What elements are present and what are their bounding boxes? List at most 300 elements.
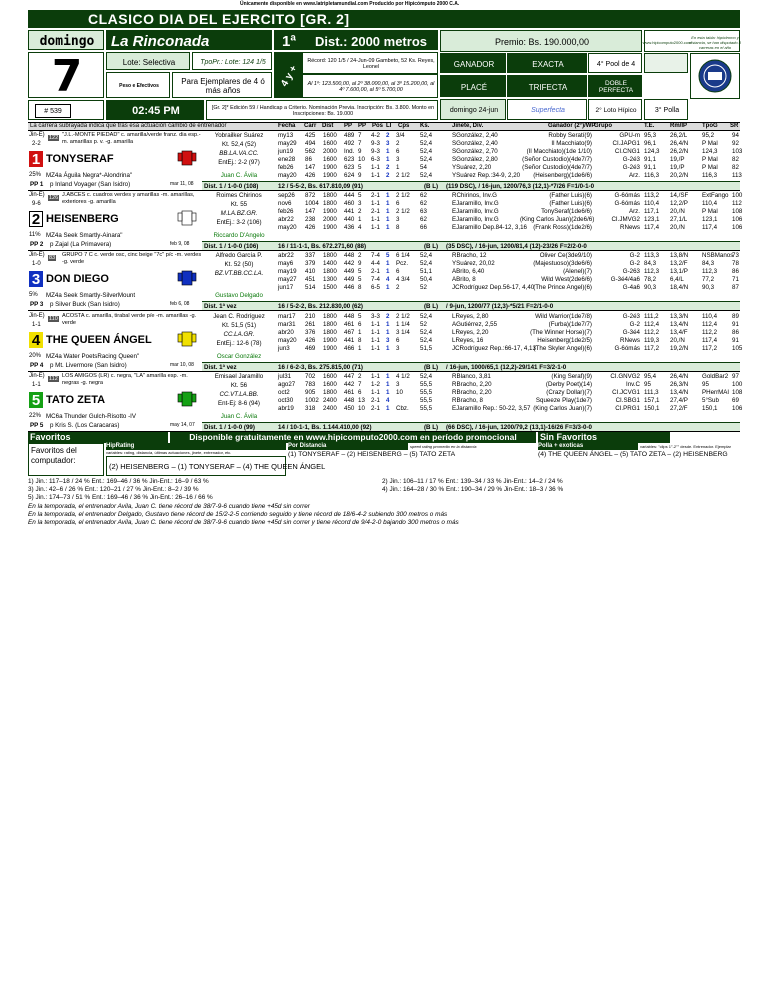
- rating-badge: 112: [49, 376, 58, 382]
- race-cell: 447: [344, 373, 355, 380]
- race-cell: 4 3/4: [396, 276, 410, 283]
- horse-name: DON DIEGO: [46, 273, 109, 285]
- race-cell: abr22: [278, 252, 294, 259]
- race-cell: 110,4: [644, 200, 660, 207]
- race-cell: G-3é4/4a6: [610, 276, 640, 283]
- table-row: [28, 276, 740, 284]
- race-cell: 1-1: [371, 216, 380, 223]
- birth-date: may 14, 07: [170, 422, 195, 428]
- race-cell: 113,2: [644, 192, 660, 199]
- race-cell: 1: [386, 329, 390, 336]
- col-rmip: Rm/IP: [670, 123, 688, 129]
- race-cell: 410: [305, 268, 316, 275]
- race-cell: 105: [732, 345, 743, 352]
- summary-row: [202, 422, 740, 431]
- computer-favorites-label: Favoritos del computador:: [28, 443, 104, 476]
- top-credit-line: Únicamente disponible en www.latripletamundial.com Producido por Hipicómputo 2000 C.A.: [240, 1, 460, 7]
- race-cell: 783: [305, 381, 316, 388]
- race-cell: 91,1: [644, 164, 657, 171]
- race-cell: RBracho, 12: [452, 252, 487, 259]
- bet-doble[interactable]: [588, 75, 642, 97]
- race-cell: 4: [386, 397, 390, 404]
- table-row: [28, 389, 743, 397]
- post-position: PP 5: [30, 422, 44, 429]
- bet-place[interactable]: [440, 75, 506, 97]
- race-cell: 20,/N: [670, 224, 685, 231]
- race-cell: 1: [358, 216, 362, 223]
- col-li: LI: [386, 123, 392, 129]
- race-cell: 1: [386, 208, 390, 215]
- race-cell: 10: [396, 389, 403, 396]
- race-cell: ABrito, 6,40: [452, 268, 485, 275]
- race-cell: CI.JCVG1: [612, 389, 640, 396]
- post-code-box: [28, 100, 104, 120]
- race-cell: P Mal: [702, 164, 718, 171]
- table-row: [28, 268, 740, 276]
- table-header: [28, 122, 740, 131]
- race-cell: 117,2: [644, 345, 660, 352]
- race-cell: (Furba)(1de7/7): [548, 321, 592, 328]
- race-cell: 872: [305, 192, 316, 199]
- bet-ganador-label: GANADOR: [453, 59, 495, 69]
- race-cell: 1-1: [371, 172, 380, 179]
- exotic-note: variables: "clips 1°-2°" desde. Entrenador. Ejemplar: [640, 444, 731, 449]
- race-cell: 442: [344, 381, 355, 388]
- underline-note: La carrera subrayada indica que tras esa actuación cambió de entrenador: [30, 123, 227, 129]
- race-day-box: [28, 30, 104, 50]
- race-cell: 26,3/N: [670, 381, 689, 388]
- race-cell: 1: [386, 405, 390, 412]
- race-cell: JCRodríguez Dep.56-17, 4,40: [452, 284, 535, 291]
- table-row: [28, 216, 743, 224]
- last-workout: / 9-jun, 1200/77 (12,3)-*5/21 F=2/1-0-0: [446, 303, 554, 310]
- race-cell: 51,5: [420, 345, 433, 352]
- race-cell: (The Prince Angel)(6): [533, 284, 592, 291]
- race-cell: 1900: [323, 337, 337, 344]
- race-cell: 441: [344, 208, 355, 215]
- race-cell: 446: [344, 284, 355, 291]
- birth-date: mar 11, 08: [170, 181, 194, 187]
- rating-badge: 126: [49, 195, 59, 201]
- breeder: p Inland Voyager (San Isidro): [50, 181, 131, 188]
- race-cell: 426: [305, 224, 316, 231]
- race-cell: YSuárez, 20,02: [452, 260, 495, 267]
- trainer-tracks: M.LA.BZ.GR.: [220, 210, 258, 217]
- race-cell: 1-1: [371, 224, 380, 231]
- race-cell: RBlanco, 3,81: [452, 373, 491, 380]
- bet-pool[interactable]: [588, 53, 642, 73]
- race-cell: 1004: [305, 200, 319, 207]
- race-cell: 1-1: [371, 373, 380, 380]
- race-cell: 26,2/N: [670, 148, 689, 155]
- race-cell: 78,2: [644, 276, 657, 283]
- race-cell: 1900: [323, 164, 337, 171]
- race-cell: 9: [358, 148, 362, 155]
- favorites-hiprating: (2) HEISENBERG – (1) TONYSERAF – (4) THE QUEEN ÁNGEL: [106, 456, 286, 476]
- note-4: 4) Jin.: 164–28 / 30 % Ent.: 190–34 / 29 % Jin-Ent.: 18–3 / 36 %: [382, 486, 564, 494]
- bet-polla-label: 3° Polla: [654, 107, 680, 114]
- table-row: [28, 224, 743, 232]
- last-workout: (119 DSC), / 16-jun, 1200/76,3 (12,1)-*7/26 F=1/0-1-0: [446, 183, 595, 190]
- race-cell: 112: [732, 200, 742, 207]
- race-cell: G-6ómás: [614, 345, 640, 352]
- race-cell: 2: [386, 313, 390, 320]
- table-row: [28, 321, 740, 329]
- race-cell: Robby Seratí(9): [548, 132, 592, 139]
- owner-colors: LOS AMIGOS (LR) c. negra, "LA" amarilla esp. -m. negras -g. negra: [62, 373, 188, 386]
- bet-superfecta-label: Superfecta: [531, 107, 565, 114]
- race-cell: (Majestuoso)(3de6/6): [533, 260, 592, 267]
- summary-row: [202, 301, 740, 310]
- race-cell: G-2: [629, 260, 640, 267]
- record-value: 1-0: [32, 261, 41, 267]
- bet-exacta[interactable]: [507, 53, 587, 73]
- race-cell: 86: [305, 156, 312, 163]
- race-title: CLASICO DIA DEL EJERCITO [GR. 2]: [88, 11, 350, 27]
- bet-exacta-label: EXACTA: [532, 59, 564, 69]
- owner-colors: GRUPO 7 C c. verde osc, cinc beige "7c" p/c -m. verdes -g. verde: [62, 252, 202, 265]
- record-box: [302, 52, 438, 74]
- race-cell: 3-3: [371, 313, 380, 320]
- race-cell: 1-1: [371, 321, 380, 328]
- ejemplares-label: Para Ejemplares de 4 ó más años: [181, 77, 265, 95]
- race-cell: 494: [305, 140, 316, 147]
- race-cell: 117,4: [702, 224, 718, 231]
- race-cell: 62: [420, 216, 427, 223]
- race-cell: (King Seraf)(9): [551, 373, 592, 380]
- pedigree: MZ4a Águila Negra*-Alondrina": [46, 172, 133, 179]
- race-cell: 1800: [323, 321, 337, 328]
- race-cell: 1: [386, 284, 390, 291]
- race-cell: jul31: [278, 373, 292, 380]
- table-row: [28, 345, 743, 353]
- race-cell: 436: [344, 224, 355, 231]
- race-cell: CI.JAPG1: [612, 140, 640, 147]
- race-cell: 3 1/4: [396, 329, 410, 336]
- col-pp: PP: [344, 123, 353, 129]
- race-cell: CI.SBG1: [615, 397, 640, 404]
- race-cell: 3: [396, 216, 400, 223]
- race-cell: P Mal: [702, 140, 718, 147]
- race-cell: (The Skyler Angel)(6): [533, 345, 592, 352]
- career-summary: 12 / 5-5-2, Bs. 617.810,09 (91): [278, 183, 363, 190]
- horse-entry: [28, 191, 743, 251]
- post-position: PP 4: [30, 362, 44, 369]
- race-cell: 2-1: [371, 397, 380, 404]
- race-cell: YSuárez Rep.:34-9, 2,20: [452, 172, 521, 179]
- race-cell: may20: [278, 172, 297, 179]
- summary-row: [202, 241, 740, 250]
- race-cell: 13,3/N: [670, 313, 689, 320]
- table-row: [28, 132, 740, 140]
- race-cell: 461: [344, 321, 355, 328]
- race-cell: 6: [396, 337, 400, 344]
- trainer-entries: EntEj.: 12-6 (78): [216, 340, 262, 347]
- bet-ganador[interactable]: [440, 53, 506, 73]
- race-cell: RNews: [620, 337, 640, 344]
- saddle-number: 3: [29, 271, 43, 287]
- race-cell: 116,3: [644, 172, 660, 179]
- race-cell: 2 1/2: [396, 172, 410, 179]
- table-row: [28, 397, 740, 405]
- race-cell: Il Macchiato(9): [551, 140, 592, 147]
- race-cell: 86: [732, 268, 739, 275]
- race-cell: 52,4: [420, 148, 433, 155]
- race-cell: 119,3: [644, 337, 660, 344]
- race-cell: (King Carlos Juan)(2de6/6): [520, 216, 595, 223]
- race-cell: 1400: [323, 260, 337, 267]
- race-cell: 5: [358, 313, 362, 320]
- jockey-record-label: Jin-E): [29, 313, 45, 319]
- race-cell: 12,2/P: [670, 200, 688, 207]
- race-cell: 467: [344, 329, 355, 336]
- rating-badge: 110: [49, 316, 58, 322]
- trainer-entries: EntEj.: 3-2 (106): [216, 219, 262, 226]
- premios-box: [302, 74, 438, 98]
- race-cell: 117,4: [702, 337, 718, 344]
- col-sr: SR: [730, 123, 739, 129]
- race-cell: jun3: [278, 345, 290, 352]
- race-cell: may20: [278, 224, 297, 231]
- race-cell: ExtFango: [702, 192, 729, 199]
- race-cell: 147: [305, 164, 316, 171]
- race-cell: 426: [305, 337, 316, 344]
- race-cell: 1: [386, 260, 390, 267]
- race-cell: 5: [358, 164, 362, 171]
- race-cell: G-2é3: [622, 156, 640, 163]
- race-cell: (Father Luis)(6): [549, 192, 592, 199]
- race-cell: 91: [732, 337, 739, 344]
- record-value: 1-1: [32, 382, 41, 388]
- race-condicion: [Gr. 2]* Edición 59 / Handicap a Criterio. Nominación Previa. Inscripción: Bs. 3.800. Monto en Inscripciones: Bs. 19.000: [211, 105, 435, 117]
- bet-polla[interactable]: [644, 99, 688, 120]
- race-cell: 113: [732, 172, 742, 179]
- race-cell: Arz.: [628, 172, 640, 179]
- jockey-name: Oscar González: [216, 353, 262, 360]
- race-cell: 7-4: [371, 276, 380, 283]
- race-cell: 1600: [323, 381, 337, 388]
- race-cell: SGonzález, 2,70: [452, 148, 498, 155]
- race-cell: oct2: [278, 389, 290, 396]
- race-cell: 442: [344, 260, 355, 267]
- race-cell: 77,2: [702, 276, 715, 283]
- race-cell: 106: [732, 224, 743, 231]
- race-cell: LReyes, 2,80: [452, 313, 489, 320]
- career-summary: 16 / 6-2-3, Bs. 275.815,00 (71): [278, 364, 363, 371]
- race-cell: 52,4: [420, 132, 433, 139]
- race-cell: abr20: [278, 329, 294, 336]
- pedigree: MC6a Thunder Gulch-Risotto -IV: [46, 413, 136, 420]
- race-cell: G-2: [629, 252, 640, 259]
- race-cell: nov6: [278, 200, 292, 207]
- race-cell: 13,1/P: [670, 268, 688, 275]
- promo-banner[interactable]: Disponible gratuitamente en www.hipicomputo2000.com en período promocional: [170, 432, 536, 443]
- race-cell: 52,4: [420, 252, 433, 259]
- race-cell: SGonzález, 2,40: [452, 140, 498, 147]
- race-cell: 63: [420, 208, 427, 215]
- col-ks: Ks.: [420, 123, 430, 129]
- race-cell: 1800: [323, 389, 337, 396]
- race-cell: 514: [305, 284, 316, 291]
- race-cell: 19,2/N: [670, 345, 689, 352]
- post-time: 02:45 PM: [132, 105, 180, 117]
- race-cell: 440: [344, 216, 355, 223]
- bet-place-label: PLACÉ: [460, 82, 488, 92]
- table-row: [28, 192, 743, 200]
- race-cell: 87: [732, 284, 739, 291]
- race-cell: my13: [278, 132, 294, 139]
- trainer-name: Emisael Jaramillo: [214, 373, 264, 380]
- race-cell: 9-3: [371, 148, 380, 155]
- note-5: 5) Jin.: 174–73 / 51 % Ent.: 169–46 / 36 % Jin-Ent.: 26–16 / 66 %: [28, 494, 213, 502]
- race-cell: (Derby Poet)(14): [545, 381, 592, 388]
- race-cell: 448: [344, 397, 355, 404]
- jockey-name: Juan C. Ávila: [220, 172, 258, 179]
- race-cell: 451: [305, 276, 316, 283]
- col-ganador: Ganador (2°)/WP: [548, 123, 596, 129]
- race-cell: 108: [732, 208, 743, 215]
- race-cell: 1-1: [371, 345, 380, 352]
- race-cell: 624: [344, 172, 355, 179]
- race-cell: Cbz.: [396, 405, 409, 412]
- race-cell: 52,4: [420, 313, 433, 320]
- race-cell: 103: [732, 148, 743, 155]
- trainer-tracks: BB.LA.VA.CC.: [219, 150, 259, 157]
- site-url[interactable]: www.hipicomputo2000.com: [642, 39, 692, 45]
- race-cell: P Mal: [702, 208, 718, 215]
- race-cell: 96,1: [644, 140, 657, 147]
- race-title-bar: [28, 10, 740, 28]
- bet-loto[interactable]: [588, 99, 642, 120]
- race-cell: 112,4: [644, 321, 660, 328]
- race-cell: 702: [305, 373, 316, 380]
- equipment: (B L): [424, 364, 439, 371]
- race-cell: 27,2/F: [670, 405, 688, 412]
- race-cell: 5: [358, 276, 362, 283]
- race-cell: 71: [732, 276, 739, 283]
- race-cell: 562: [305, 148, 316, 155]
- race-cell: may6: [278, 260, 294, 267]
- race-cell: 27,4/P: [670, 397, 688, 404]
- race-cell: LReyes, 2,20: [452, 329, 489, 336]
- race-cell: 1 1/4: [396, 321, 410, 328]
- race-cell: 2400: [323, 397, 337, 404]
- race-cell: 6: [396, 268, 400, 275]
- race-cell: 52: [420, 321, 427, 328]
- race-cell: Squeeze Play(1de7): [535, 397, 592, 404]
- race-cell: AGutiérrez, 2,55: [452, 321, 498, 328]
- race-cell: 448: [344, 252, 355, 259]
- race-cell: EJaramillo, Inv.G: [452, 216, 499, 223]
- saddle-number: 4: [29, 332, 43, 348]
- race-cell: 52,4: [420, 156, 433, 163]
- favorites-section: [28, 432, 740, 478]
- table-row: [28, 208, 743, 216]
- race-cell: 97: [732, 373, 739, 380]
- birth-date: mar 10, 08: [170, 362, 194, 368]
- horse-entry: [28, 251, 740, 311]
- race-cell: 150,1: [702, 405, 718, 412]
- table-row: [28, 172, 740, 180]
- race-cell: 10: [358, 405, 365, 412]
- table-row: [28, 313, 740, 321]
- col-grupo: Grupo: [594, 123, 612, 129]
- col-pp2: PP: [358, 123, 367, 129]
- race-cell: (Father Luis)(6): [549, 200, 592, 207]
- race-cell: 3: [396, 156, 400, 163]
- race-cell: 100: [732, 192, 743, 199]
- summary-row: [202, 362, 740, 371]
- col-fecha: Fecha: [278, 123, 296, 129]
- race-record: Récord: 120 1/5 / 24-Jun-09 Gambeto, 52 Ks. Reyes, Leonel: [307, 58, 435, 70]
- race-cell: 13,4/N: [670, 321, 689, 328]
- race-cell: 466: [344, 345, 355, 352]
- hipicomputo-logo: [690, 53, 740, 99]
- race-cell: mar17: [278, 313, 296, 320]
- race-cell: 9: [358, 172, 362, 179]
- race-cell: (King Carlos Juan)(7): [533, 405, 592, 412]
- race-cell: 1800: [323, 252, 337, 259]
- bet-superfecta[interactable]: [507, 99, 587, 120]
- race-cell: 1: [358, 345, 362, 352]
- race-cell: 50,4: [420, 276, 433, 283]
- race-cell: 82: [732, 156, 739, 163]
- race-cell: 449: [344, 268, 355, 275]
- table-row: [28, 260, 740, 268]
- race-cell: 1900: [323, 208, 337, 215]
- bet-trifecta[interactable]: [507, 75, 587, 97]
- lote-box: [106, 52, 190, 70]
- race-cell: 2: [386, 164, 390, 171]
- race-cell: 261: [305, 321, 316, 328]
- race-cell: 90,3: [644, 284, 657, 291]
- win-percent: 25%: [29, 172, 42, 178]
- last-workout: (35 DSC), / 16-jun, 1200/81,4 (12)-23/26 F=2/2-0-0: [446, 243, 587, 250]
- race-cell: 4-2: [371, 132, 380, 139]
- race-cell: 1: [386, 381, 390, 388]
- race-cell: may27: [278, 276, 297, 283]
- table-row: [28, 337, 740, 345]
- logo-emblem-icon: [691, 54, 739, 98]
- race-cell: ago27: [278, 381, 296, 388]
- peso-box: [106, 72, 170, 98]
- note-1: 1) Jin.: 117–18 / 24 % Ent.: 169–46 / 36 % Jin-Ent.: 16–9 / 63 %: [28, 478, 209, 485]
- race-cell: 318: [305, 405, 316, 412]
- table-row: [28, 405, 743, 413]
- race-cell: 112,3: [644, 268, 660, 275]
- table-row: [28, 164, 740, 172]
- table-row: [28, 373, 740, 381]
- jockey-name: Gustavo Delgado: [215, 292, 263, 299]
- race-cell: 1800: [323, 313, 337, 320]
- race-cell: G-3é4: [622, 329, 640, 336]
- race-cell: 91,1: [644, 156, 657, 163]
- tipo-lote-box: [192, 52, 272, 70]
- race-cell: 1600: [323, 156, 337, 163]
- race-cell: 3/4: [396, 132, 405, 139]
- race-cell: 7: [358, 140, 362, 147]
- race-cell: 6: [396, 148, 400, 155]
- race-cell: SGonzález, 2,40: [452, 132, 498, 139]
- race-cell: Ind.: [344, 148, 355, 155]
- race-cell: 157,1: [644, 397, 660, 404]
- race-cell: 1-1: [371, 337, 380, 344]
- race-cell: 8: [396, 224, 400, 231]
- race-cell: RChirinos, Inv.G: [452, 192, 497, 199]
- race-cell: 86: [732, 329, 739, 336]
- race-cell: sep26: [278, 192, 295, 199]
- race-cell: 623: [344, 164, 355, 171]
